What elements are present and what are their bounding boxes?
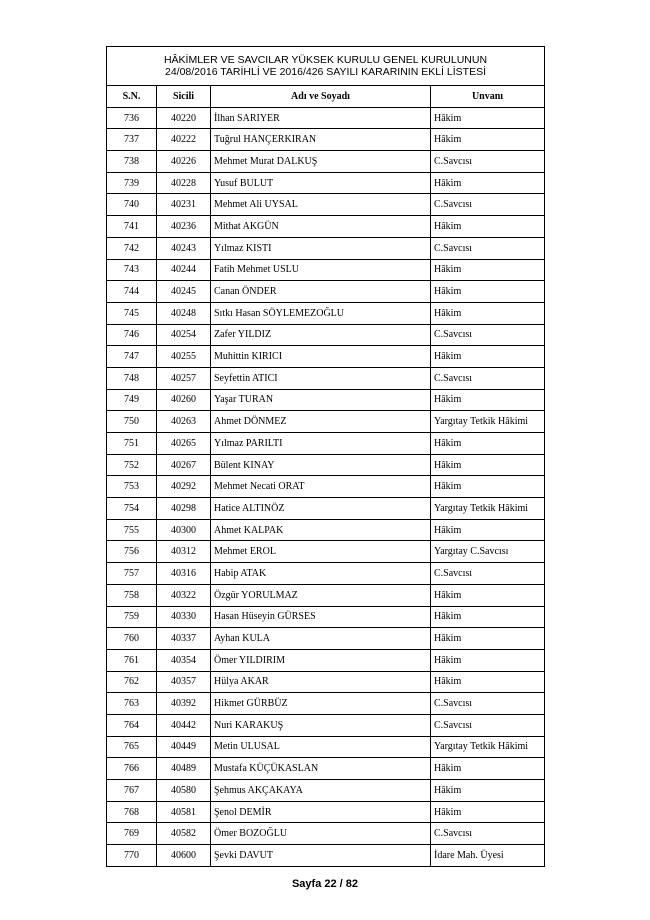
cell-title: C.Savcısı xyxy=(431,693,545,715)
cell-sicil: 40582 xyxy=(157,823,211,845)
table-row xyxy=(107,237,545,259)
table-row xyxy=(107,454,545,476)
cell-title: C.Savcısı xyxy=(431,324,545,346)
cell-sicil: 40312 xyxy=(157,541,211,563)
cell-title: Hâkim xyxy=(431,606,545,628)
table-row xyxy=(107,259,545,281)
page-number: Sayfa 22 / 82 xyxy=(291,878,359,890)
cell-sn: 754 xyxy=(107,498,157,520)
cell-sicil: 40300 xyxy=(157,519,211,541)
title-row xyxy=(107,47,545,86)
table-row xyxy=(107,216,545,238)
table-row xyxy=(107,476,545,498)
cell-title: Hâkim xyxy=(431,780,545,802)
cell-name: Yusuf BULUT xyxy=(211,172,431,194)
cell-name: Mehmet Necati ORAT xyxy=(211,476,431,498)
table-row xyxy=(107,606,545,628)
cell-sn: 737 xyxy=(107,129,157,151)
cell-name: Özgür YORULMAZ xyxy=(211,584,431,606)
cell-name: Nuri KARAKUŞ xyxy=(211,714,431,736)
cell-sicil: 40257 xyxy=(157,367,211,389)
cell-sn: 760 xyxy=(107,628,157,650)
cell-sicil: 40228 xyxy=(157,172,211,194)
cell-sicil: 40449 xyxy=(157,736,211,758)
cell-title: C.Savcısı xyxy=(431,563,545,585)
cell-sn: 738 xyxy=(107,151,157,173)
cell-title: Hâkim xyxy=(431,801,545,823)
cell-name: Habip ATAK xyxy=(211,563,431,585)
table-row xyxy=(107,324,545,346)
table-row xyxy=(107,302,545,324)
table-row xyxy=(107,845,545,867)
cell-title: C.Savcısı xyxy=(431,823,545,845)
cell-sn: 761 xyxy=(107,649,157,671)
cell-name: Hülya AKAR xyxy=(211,671,431,693)
cell-sicil: 40316 xyxy=(157,563,211,585)
cell-sicil: 40255 xyxy=(157,346,211,368)
cell-sn: 746 xyxy=(107,324,157,346)
table-row xyxy=(107,151,545,173)
cell-sn: 743 xyxy=(107,259,157,281)
cell-sn: 744 xyxy=(107,281,157,303)
cell-title: Hâkim xyxy=(431,281,545,303)
table-row xyxy=(107,801,545,823)
cell-sn: 759 xyxy=(107,606,157,628)
cell-name: Yaşar TURAN xyxy=(211,389,431,411)
cell-name: Muhittin KIRICI xyxy=(211,346,431,368)
cell-name: Seyfettin ATICI xyxy=(211,367,431,389)
cell-sn: 745 xyxy=(107,302,157,324)
table-row xyxy=(107,433,545,455)
table-row xyxy=(107,671,545,693)
cell-title: Yargıtay Tetkik Hâkimi xyxy=(431,736,545,758)
cell-title: Hâkim xyxy=(431,216,545,238)
cell-sn: 765 xyxy=(107,736,157,758)
cell-name: Fatih Mehmet USLU xyxy=(211,259,431,281)
cell-title: Hâkim xyxy=(431,671,545,693)
cell-sicil: 40489 xyxy=(157,758,211,780)
cell-name: Bülent KINAY xyxy=(211,454,431,476)
cell-sn: 751 xyxy=(107,433,157,455)
cell-title: Hâkim xyxy=(431,584,545,606)
cell-sicil: 40244 xyxy=(157,259,211,281)
table-row xyxy=(107,736,545,758)
cell-sicil: 40263 xyxy=(157,411,211,433)
cell-name: Ömer BOZOĞLU xyxy=(211,823,431,845)
cell-sicil: 40267 xyxy=(157,454,211,476)
personnel-table xyxy=(106,46,545,867)
cell-title: Hâkim xyxy=(431,649,545,671)
cell-name: Mehmet EROL xyxy=(211,541,431,563)
table-row xyxy=(107,649,545,671)
cell-name: Zafer YILDIZ xyxy=(211,324,431,346)
cell-title: Hâkim xyxy=(431,628,545,650)
cell-sn: 763 xyxy=(107,693,157,715)
table-row xyxy=(107,823,545,845)
cell-sn: 758 xyxy=(107,584,157,606)
cell-title: Hâkim xyxy=(431,389,545,411)
cell-sn: 770 xyxy=(107,845,157,867)
cell-sn: 740 xyxy=(107,194,157,216)
table-row xyxy=(107,498,545,520)
cell-sicil: 40222 xyxy=(157,129,211,151)
cell-sicil: 40226 xyxy=(157,151,211,173)
header-name: Adı ve Soyadı xyxy=(211,86,431,108)
table-row xyxy=(107,172,545,194)
cell-sicil: 40580 xyxy=(157,780,211,802)
cell-name: Mehmet Ali UYSAL xyxy=(211,194,431,216)
cell-sicil: 40265 xyxy=(157,433,211,455)
cell-name: Yılmaz PARILTI xyxy=(211,433,431,455)
cell-sn: 741 xyxy=(107,216,157,238)
cell-sn: 766 xyxy=(107,758,157,780)
cell-name: Şehmus AKÇAKAYA xyxy=(211,780,431,802)
cell-title: C.Savcısı xyxy=(431,194,545,216)
cell-title: Hâkim xyxy=(431,129,545,151)
cell-sn: 742 xyxy=(107,237,157,259)
table-row xyxy=(107,107,545,129)
header-sicil: Sicili xyxy=(157,86,211,108)
cell-sn: 755 xyxy=(107,519,157,541)
table-row xyxy=(107,519,545,541)
table-row xyxy=(107,563,545,585)
cell-sicil: 40292 xyxy=(157,476,211,498)
cell-sicil: 40357 xyxy=(157,671,211,693)
title-line-2: 24/08/2016 TARİHLİ VE 2016/426 SAYILI KARARININ EKLİ LİSTESİ xyxy=(164,66,486,78)
cell-sicil: 40330 xyxy=(157,606,211,628)
cell-sn: 757 xyxy=(107,563,157,585)
table-row xyxy=(107,780,545,802)
cell-name: Ahmet DÖNMEZ xyxy=(211,411,431,433)
header-sn: S.N. xyxy=(107,86,157,108)
cell-title: Yargıtay Tetkik Hâkimi xyxy=(431,498,545,520)
cell-sicil: 40248 xyxy=(157,302,211,324)
cell-title: Hâkim xyxy=(431,107,545,129)
cell-name: Mehmet Murat DALKUŞ xyxy=(211,151,431,173)
cell-name: Ahmet KALPAK xyxy=(211,519,431,541)
table-row xyxy=(107,389,545,411)
cell-title: C.Savcısı xyxy=(431,237,545,259)
cell-sicil: 40442 xyxy=(157,714,211,736)
cell-title: Yargıtay C.Savcısı xyxy=(431,541,545,563)
table-row xyxy=(107,628,545,650)
cell-name: Şenol DEMİR xyxy=(211,801,431,823)
table-row xyxy=(107,346,545,368)
header-row xyxy=(107,86,545,108)
cell-sicil: 40260 xyxy=(157,389,211,411)
cell-title: C.Savcısı xyxy=(431,367,545,389)
cell-sn: 747 xyxy=(107,346,157,368)
table-row xyxy=(107,281,545,303)
table-row xyxy=(107,411,545,433)
table-row xyxy=(107,194,545,216)
cell-sn: 762 xyxy=(107,671,157,693)
cell-name: Yılmaz KISTI xyxy=(211,237,431,259)
cell-sn: 748 xyxy=(107,367,157,389)
cell-sn: 756 xyxy=(107,541,157,563)
cell-sicil: 40337 xyxy=(157,628,211,650)
cell-name: Hikmet GÜRBÜZ xyxy=(211,693,431,715)
cell-name: İlhan SARIYER xyxy=(211,107,431,129)
cell-name: Sıtkı Hasan SÖYLEMEZOĞLU xyxy=(211,302,431,324)
cell-name: Mithat AKGÜN xyxy=(211,216,431,238)
cell-sn: 768 xyxy=(107,801,157,823)
cell-sn: 753 xyxy=(107,476,157,498)
cell-name: Canan ÖNDER xyxy=(211,281,431,303)
cell-sicil: 40392 xyxy=(157,693,211,715)
cell-sn: 750 xyxy=(107,411,157,433)
cell-name: Hatice ALTINÖZ xyxy=(211,498,431,520)
cell-title: C.Savcısı xyxy=(431,151,545,173)
cell-name: Ömer YILDIRIM xyxy=(211,649,431,671)
cell-name: Şevki DAVUT xyxy=(211,845,431,867)
cell-sicil: 40600 xyxy=(157,845,211,867)
table-row xyxy=(107,714,545,736)
cell-title: Hâkim xyxy=(431,519,545,541)
cell-sn: 739 xyxy=(107,172,157,194)
cell-title: Hâkim xyxy=(431,259,545,281)
table-row xyxy=(107,541,545,563)
cell-title: İdare Mah. Üyesi xyxy=(431,845,545,867)
cell-title: Hâkim xyxy=(431,433,545,455)
cell-sn: 769 xyxy=(107,823,157,845)
cell-sn: 752 xyxy=(107,454,157,476)
cell-sicil: 40354 xyxy=(157,649,211,671)
cell-sn: 749 xyxy=(107,389,157,411)
cell-name: Mustafa KÜÇÜKASLAN xyxy=(211,758,431,780)
cell-title: C.Savcısı xyxy=(431,714,545,736)
table-row xyxy=(107,367,545,389)
cell-sn: 767 xyxy=(107,780,157,802)
cell-sicil: 40322 xyxy=(157,584,211,606)
cell-sicil: 40220 xyxy=(157,107,211,129)
cell-title: Hâkim xyxy=(431,476,545,498)
table-row xyxy=(107,758,545,780)
title-line-1: HÂKİMLER VE SAVCILAR YÜKSEK KURULU GENEL KURULUNUN xyxy=(163,54,488,66)
cell-title: Hâkim xyxy=(431,758,545,780)
table-row xyxy=(107,584,545,606)
cell-sicil: 40581 xyxy=(157,801,211,823)
cell-name: Tuğrul HANÇERKIRAN xyxy=(211,129,431,151)
cell-title: Hâkim xyxy=(431,454,545,476)
cell-name: Hasan Hüseyin GÜRSES xyxy=(211,606,431,628)
cell-title: Hâkim xyxy=(431,302,545,324)
cell-sicil: 40236 xyxy=(157,216,211,238)
header-title: Unvanı xyxy=(431,86,545,108)
cell-title: Hâkim xyxy=(431,346,545,368)
cell-name: Metin ULUSAL xyxy=(211,736,431,758)
cell-sn: 736 xyxy=(107,107,157,129)
table-row xyxy=(107,693,545,715)
cell-name: Ayhan KULA xyxy=(211,628,431,650)
cell-sicil: 40254 xyxy=(157,324,211,346)
cell-title: Hâkim xyxy=(431,172,545,194)
cell-sicil: 40298 xyxy=(157,498,211,520)
table-title xyxy=(107,47,545,86)
cell-title: Yargıtay Tetkik Hâkimi xyxy=(431,411,545,433)
cell-sicil: 40231 xyxy=(157,194,211,216)
cell-sicil: 40243 xyxy=(157,237,211,259)
cell-sn: 764 xyxy=(107,714,157,736)
cell-sicil: 40245 xyxy=(157,281,211,303)
table-body xyxy=(107,107,545,866)
table-row xyxy=(107,129,545,151)
